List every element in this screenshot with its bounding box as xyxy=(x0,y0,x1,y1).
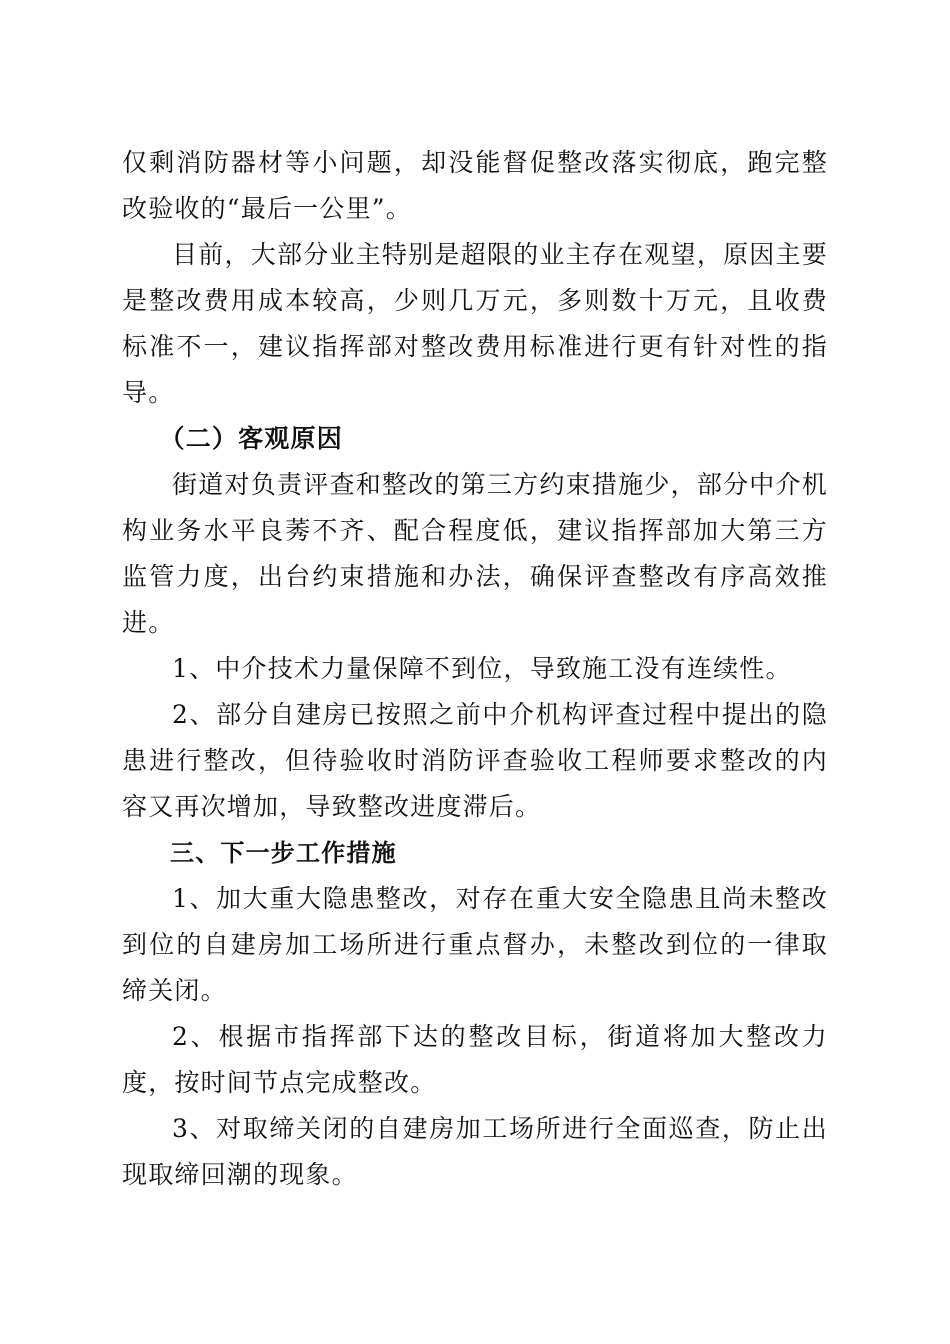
paragraph-measure-2: 2、根据市指挥部下达的整改目标，街道将加大整改力度，按时间节点完成整改。 xyxy=(122,1022,828,1097)
section-heading-next-steps: 三、下一步工作措施 xyxy=(170,839,397,867)
paragraph-measure-1: 1、加大重大隐患整改，对存在重大安全隐患且尚未整改到位的自建房加工场所进行重点督办，未整改到位的一律取缔关闭。 xyxy=(122,884,828,1005)
paragraph-current-status: 目前，大部分业主特别是超限的业主存在观望，原因主要是整改费用成本较高，少则几万元，多则数十万元，且收费标准不一，建议指挥部对整改费用标准进行更有针对性的指导。 xyxy=(122,240,828,407)
paragraph-continued: 仅剩消防器材等小问题，却没能督促整改落实彻底，跑完整改验收的“最后一公里”。 xyxy=(122,148,828,223)
paragraph-measure-3: 3、对取缔关闭的自建房加工场所进行全面巡查，防止出现取缔回潮的现象。 xyxy=(122,1114,828,1189)
paragraph-third-party-constraints: 街道对负责评查和整改的第三方约束措施少，部分中介机构业务水平良莠不齐、配合程度低，建议指挥部加大第三方监管力度，出台约束措施和办法，确保评查整改有序高效推进。 xyxy=(122,470,828,637)
paragraph-item-2-rectification-delay: 2、部分自建房已按照之前中介机构评查过程中提出的隐患进行整改，但待验收时消防评查验收工程师要求整改的内容又再次增加，导致整改进度滞后。 xyxy=(122,700,828,821)
section-heading-objective-reasons: （二）客观原因 xyxy=(159,424,343,453)
paragraph-item-1-technical-support: 1、中介技术力量保障不到位，导致施工没有连续性。 xyxy=(172,654,792,683)
document-body xyxy=(122,140,828,1198)
